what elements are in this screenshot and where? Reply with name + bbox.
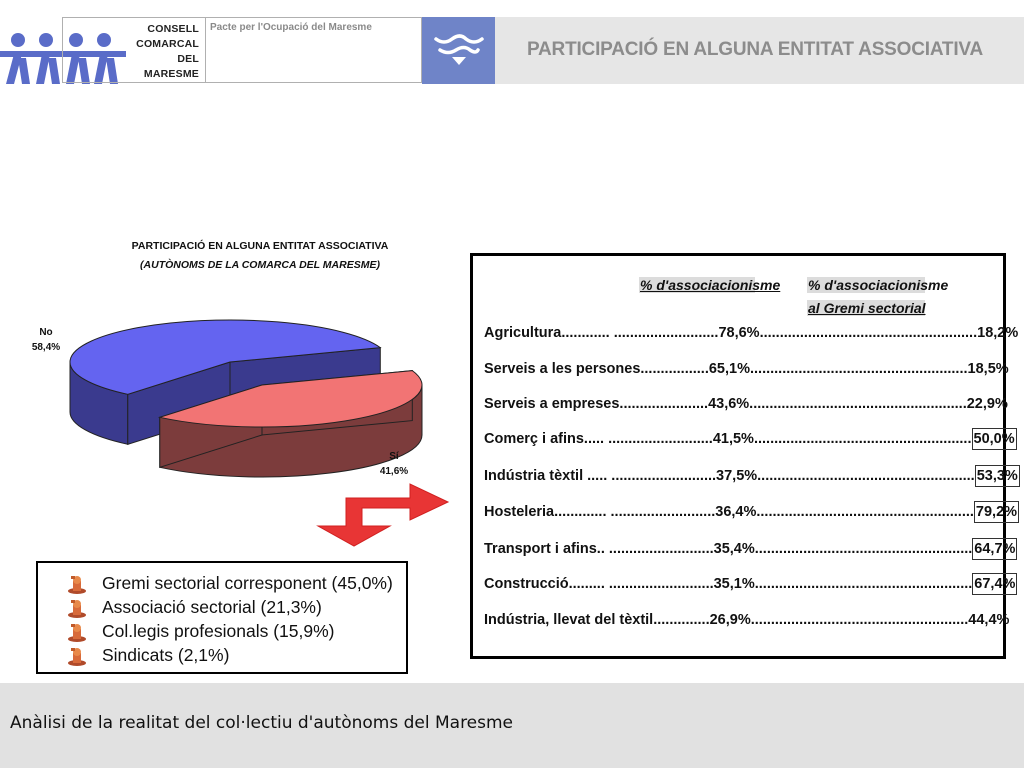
pie-label-no-value: 58,4% (31, 342, 61, 353)
pie-label-si (374, 449, 414, 479)
page-title: PARTICIPACIÓ EN ALGUNA ENTITAT ASSOCIATIVA (526, 39, 984, 60)
legend-item (66, 571, 393, 595)
col1-header (639, 277, 781, 293)
legend-item-label: Associació sectorial (21,3%) (102, 596, 322, 617)
row-text: Construcció......... ..........................35,1%...................................................... (484, 576, 973, 592)
legend-item (66, 619, 334, 643)
row-gremi-value: 53,3% (975, 465, 1020, 487)
chess-piece-icon (66, 598, 88, 618)
row-text: Serveis a empreses......................43,6%...................................................... (484, 396, 967, 412)
col1-header-text: % d'associacionisme (640, 277, 781, 293)
red-arrow-icon (310, 478, 455, 548)
table-row (484, 356, 1009, 382)
row-gremi-value: 64,7% (972, 538, 1017, 560)
pacte-label: Pacte per l'Ocupació del Maresme (210, 22, 372, 33)
row-gremi-value: 50,0% (972, 428, 1017, 450)
row-text: Indústria, llevat del tèxtil..............26,9%...................................................... (484, 612, 969, 628)
col2-header-line1: % d'associacionisme (808, 277, 949, 293)
pie-label-si-name: Sí (389, 451, 399, 462)
row-text: Transport i afins.. ..........................35,4%...................................................... (484, 541, 973, 557)
chart-title: PARTICIPACIÓ EN ALGUNA ENTITAT ASSOCIATIVA (131, 240, 389, 252)
pie-label-si-value: 41,6% (379, 466, 409, 477)
legend-item (66, 595, 322, 619)
legend-item-label: Gremi sectorial corresponent (45,0%) (102, 572, 393, 593)
legend-item (66, 643, 229, 667)
row-gremi-value: 67,4% (972, 573, 1017, 595)
row-gremi-value: 18,5% (967, 361, 1009, 377)
row-gremi-value: 18,2% (977, 325, 1019, 341)
legend-item-label: Col.legis profesionals (15,9%) (102, 620, 335, 641)
table-row (484, 426, 1017, 452)
pie-label-no-name: No (39, 327, 53, 338)
row-text: Hosteleria............. ..........................36,4%...................................................... (484, 504, 974, 520)
table-row (484, 463, 1020, 489)
col2-header-line2: al Gremi sectorial (808, 300, 926, 316)
row-text: Agricultura............ ..........................78,6%...................................................... (484, 325, 978, 341)
table-row (484, 391, 1008, 417)
sector-table (470, 253, 1019, 659)
table-row (484, 571, 1017, 597)
legend-item-label: Sindicats (2,1%) (102, 644, 230, 665)
row-gremi-value: 22,9% (966, 396, 1008, 412)
legend-box (36, 561, 408, 674)
chess-piece-icon (66, 622, 88, 642)
row-text: Indústria tèxtil ..... ..........................37,5%...................................................... (484, 468, 975, 484)
council-name: CONSELL COMARCAL DEL MARESME (136, 23, 199, 80)
table-row (484, 499, 1019, 525)
row-gremi-value: 79,2% (974, 501, 1019, 523)
chess-piece-icon (66, 574, 88, 594)
footer-text: Anàlisi de la realitat del col·lectiu d'autònoms del Maresme (10, 713, 514, 733)
row-gremi-value: 44,4% (968, 612, 1010, 628)
footer (0, 683, 1024, 768)
row-text: Comerç i afins..... ..........................41,5%...................................................... (484, 431, 972, 447)
pie-label-no (26, 325, 66, 355)
chess-piece-icon (66, 646, 88, 666)
table-row (484, 320, 1018, 346)
table-row (484, 607, 1009, 633)
row-text: Serveis a les persones.................65,1%...................................................... (484, 361, 968, 377)
table-row (484, 536, 1017, 562)
chart-subtitle: (AUTÒNOMS DE LA COMARCA DEL MARESME) (140, 259, 380, 271)
